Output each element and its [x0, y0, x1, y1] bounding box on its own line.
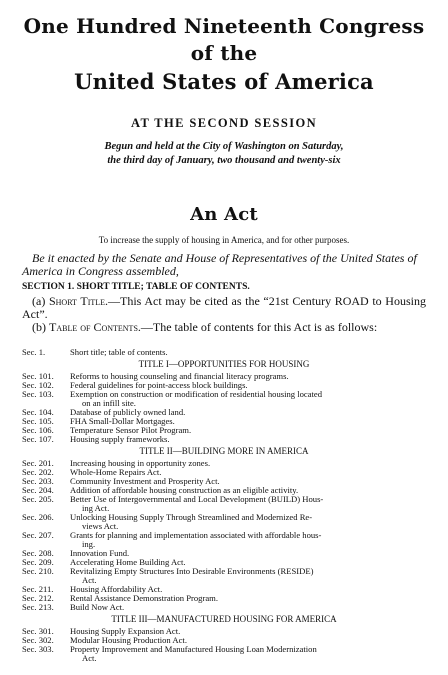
begun-line-2: the third day of January, two thousand and twenty-six	[107, 155, 341, 166]
toc-entry-text	[70, 603, 426, 612]
toc-entry-title: Accelerating Home Building Act.	[70, 557, 186, 567]
table-of-contents	[22, 348, 426, 663]
toc-entry-number: Sec. 208.	[22, 548, 54, 558]
toc-entry-number: Sec. 303.	[22, 644, 54, 654]
toc-entry-title: Modular Housing Production Act.	[70, 635, 187, 645]
toc-entry-continuation: Act.	[82, 653, 97, 663]
toc-entry-continuation: views Act.	[82, 521, 119, 531]
toc-entry	[22, 603, 426, 612]
session-heading: AT THE SECOND SESSION	[130, 116, 318, 130]
toc-entry-title: Better Use of Intergovernmental and Local Development (BUILD) Hous-	[70, 494, 324, 504]
toc-entry-number: Sec. 201.	[22, 458, 54, 468]
toc-entry-title: Whole-Home Repairs Act.	[70, 467, 162, 477]
toc-entry-number: Sec. 301.	[22, 626, 54, 636]
toc-entry-number: Sec. 207.	[22, 530, 54, 540]
toc-entry	[22, 645, 426, 663]
toc-entry-title: Community Investment and Prosperity Act.	[70, 476, 220, 486]
toc-entry-title: Increasing housing in opportunity zones.	[70, 458, 211, 468]
toc-title-heading: TITLE I—OPPORTUNITIES FOR HOUSING	[138, 359, 310, 369]
toc-entry-number: Sec. 106.	[22, 425, 54, 435]
toc-entry-title: Property Improvement and Manufactured Housing Loan Modernization	[70, 644, 317, 654]
toc-entry-title: Rental Assistance Demonstration Program.	[70, 593, 218, 603]
toc-prefix: (b)	[32, 320, 49, 334]
toc-entry-text	[70, 645, 426, 663]
congress-title-line3: United States of America	[74, 69, 374, 94]
toc-entry-text: Short title; table of contents.	[70, 347, 168, 357]
toc-entry	[22, 435, 426, 444]
toc-title-heading: TITLE II—BUILDING MORE IN AMERICA	[139, 446, 309, 456]
toc-entry-continuation: ing.	[82, 539, 96, 549]
toc-entry-continuation: ing Act.	[82, 503, 110, 513]
toc-entry-title: Housing Supply Expansion Act.	[70, 626, 181, 636]
toc-entry	[22, 513, 426, 531]
act-heading: An Act	[190, 204, 258, 225]
toc-entry-number: Sec. 101.	[22, 371, 54, 381]
toc-entry-number: Sec. 1.	[22, 347, 46, 357]
toc-entry-title: Unlocking Housing Supply Through Streamlined and Modernized Re-	[70, 512, 313, 522]
toc-entry-number: Sec. 212.	[22, 593, 54, 603]
toc-entry-number: Sec. 209.	[22, 557, 54, 567]
toc-entry-title: FHA Small-Dollar Mortgages.	[70, 416, 175, 426]
toc-entry-title: Build Now Act.	[70, 602, 125, 612]
toc-titles	[22, 360, 426, 663]
toc-entry-number: Sec. 206.	[22, 512, 54, 522]
toc-entry	[22, 390, 426, 408]
toc-entry-number: Sec. 211.	[22, 584, 54, 594]
toc-entry-title: Federal guidelines for point-access block buildings.	[70, 380, 248, 390]
short-title-prefix: (a)	[32, 294, 49, 308]
toc-entry-text	[70, 513, 426, 531]
toc-entry-text	[70, 495, 426, 513]
toc-entry-continuation: on an infill site.	[82, 398, 136, 408]
short-title-paragraph	[22, 295, 426, 321]
begun-statement	[30, 140, 418, 168]
short-title-text: .—This Act may be cited as the “21st Century ROAD to Housing Act”.	[22, 294, 426, 321]
toc-entry-number: Sec. 107.	[22, 434, 54, 444]
congress-title-line1: One Hundred Nineteenth Congress	[23, 14, 425, 38]
toc-entry-number: Sec. 202.	[22, 467, 54, 477]
toc-entry-title: Addition of affordable housing construction as an eligible activity.	[70, 485, 299, 495]
toc-entry-continuation: Act.	[82, 575, 97, 585]
toc-entry-number: Sec. 203.	[22, 476, 54, 486]
toc-title-heading: TITLE III—MANUFACTURED HOUSING FOR AMERICA	[111, 614, 337, 624]
toc-text: .—The table of contents for this Act is as follows:	[137, 320, 378, 334]
toc-entry-number: Sec. 205.	[22, 494, 54, 504]
toc-entry-title: Temperature Sensor Pilot Program.	[70, 425, 192, 435]
toc-entry	[22, 348, 426, 357]
toc-entry-title: Housing supply frameworks.	[70, 434, 170, 444]
toc-entry	[22, 495, 426, 513]
toc-entry-number: Sec. 103.	[22, 389, 54, 399]
toc-entry-number: Sec. 204.	[22, 485, 54, 495]
toc-entry-number: Sec. 213.	[22, 602, 54, 612]
enacting-clause: Be it enacted by the Senate and House of Representatives of the United States of America in Congress assembled,	[22, 251, 417, 278]
toc-paragraph	[22, 321, 426, 334]
toc-entry-text	[70, 435, 426, 444]
toc-entry-number: Sec. 302.	[22, 635, 54, 645]
toc-entry-text	[70, 390, 426, 408]
toc-entry-title: Grants for planning and implementation associated with affordable hous-	[70, 530, 322, 540]
toc-entry-number: Sec. 104.	[22, 407, 54, 417]
toc-entry	[22, 531, 426, 549]
begun-line-1: Begun and held at the City of Washington on Saturday,	[104, 141, 344, 152]
section-1-heading: SECTION 1. SHORT TITLE; TABLE OF CONTENTS.	[22, 282, 250, 292]
toc-entry-title: Exemption on construction or modification of residential housing located	[70, 389, 323, 399]
toc-entry-number: Sec. 210.	[22, 566, 54, 576]
toc-entry-number: Sec. 105.	[22, 416, 54, 426]
toc-entry-title: Innovation Fund.	[70, 548, 130, 558]
toc-entry	[22, 567, 426, 585]
toc-entry-text	[70, 567, 426, 585]
toc-entry-number: Sec. 102.	[22, 380, 54, 390]
short-title-label: Short Title	[48, 294, 106, 308]
congress-title-line2: of the	[190, 41, 258, 65]
toc-entry-text	[70, 531, 426, 549]
toc-entry-title: Database of publicly owned land.	[70, 407, 186, 417]
toc-entry-title: Housing Affordability Act.	[70, 584, 163, 594]
toc-label: Table of Contents	[49, 320, 138, 334]
toc-entry-title: Reforms to housing counseling and financial literacy programs.	[70, 371, 289, 381]
act-purpose: To increase the supply of housing in America, and for other purposes.	[98, 235, 350, 245]
toc-entry-title: Revitalizing Empty Structures Into Desirable Environments (RESIDE)	[70, 566, 314, 576]
